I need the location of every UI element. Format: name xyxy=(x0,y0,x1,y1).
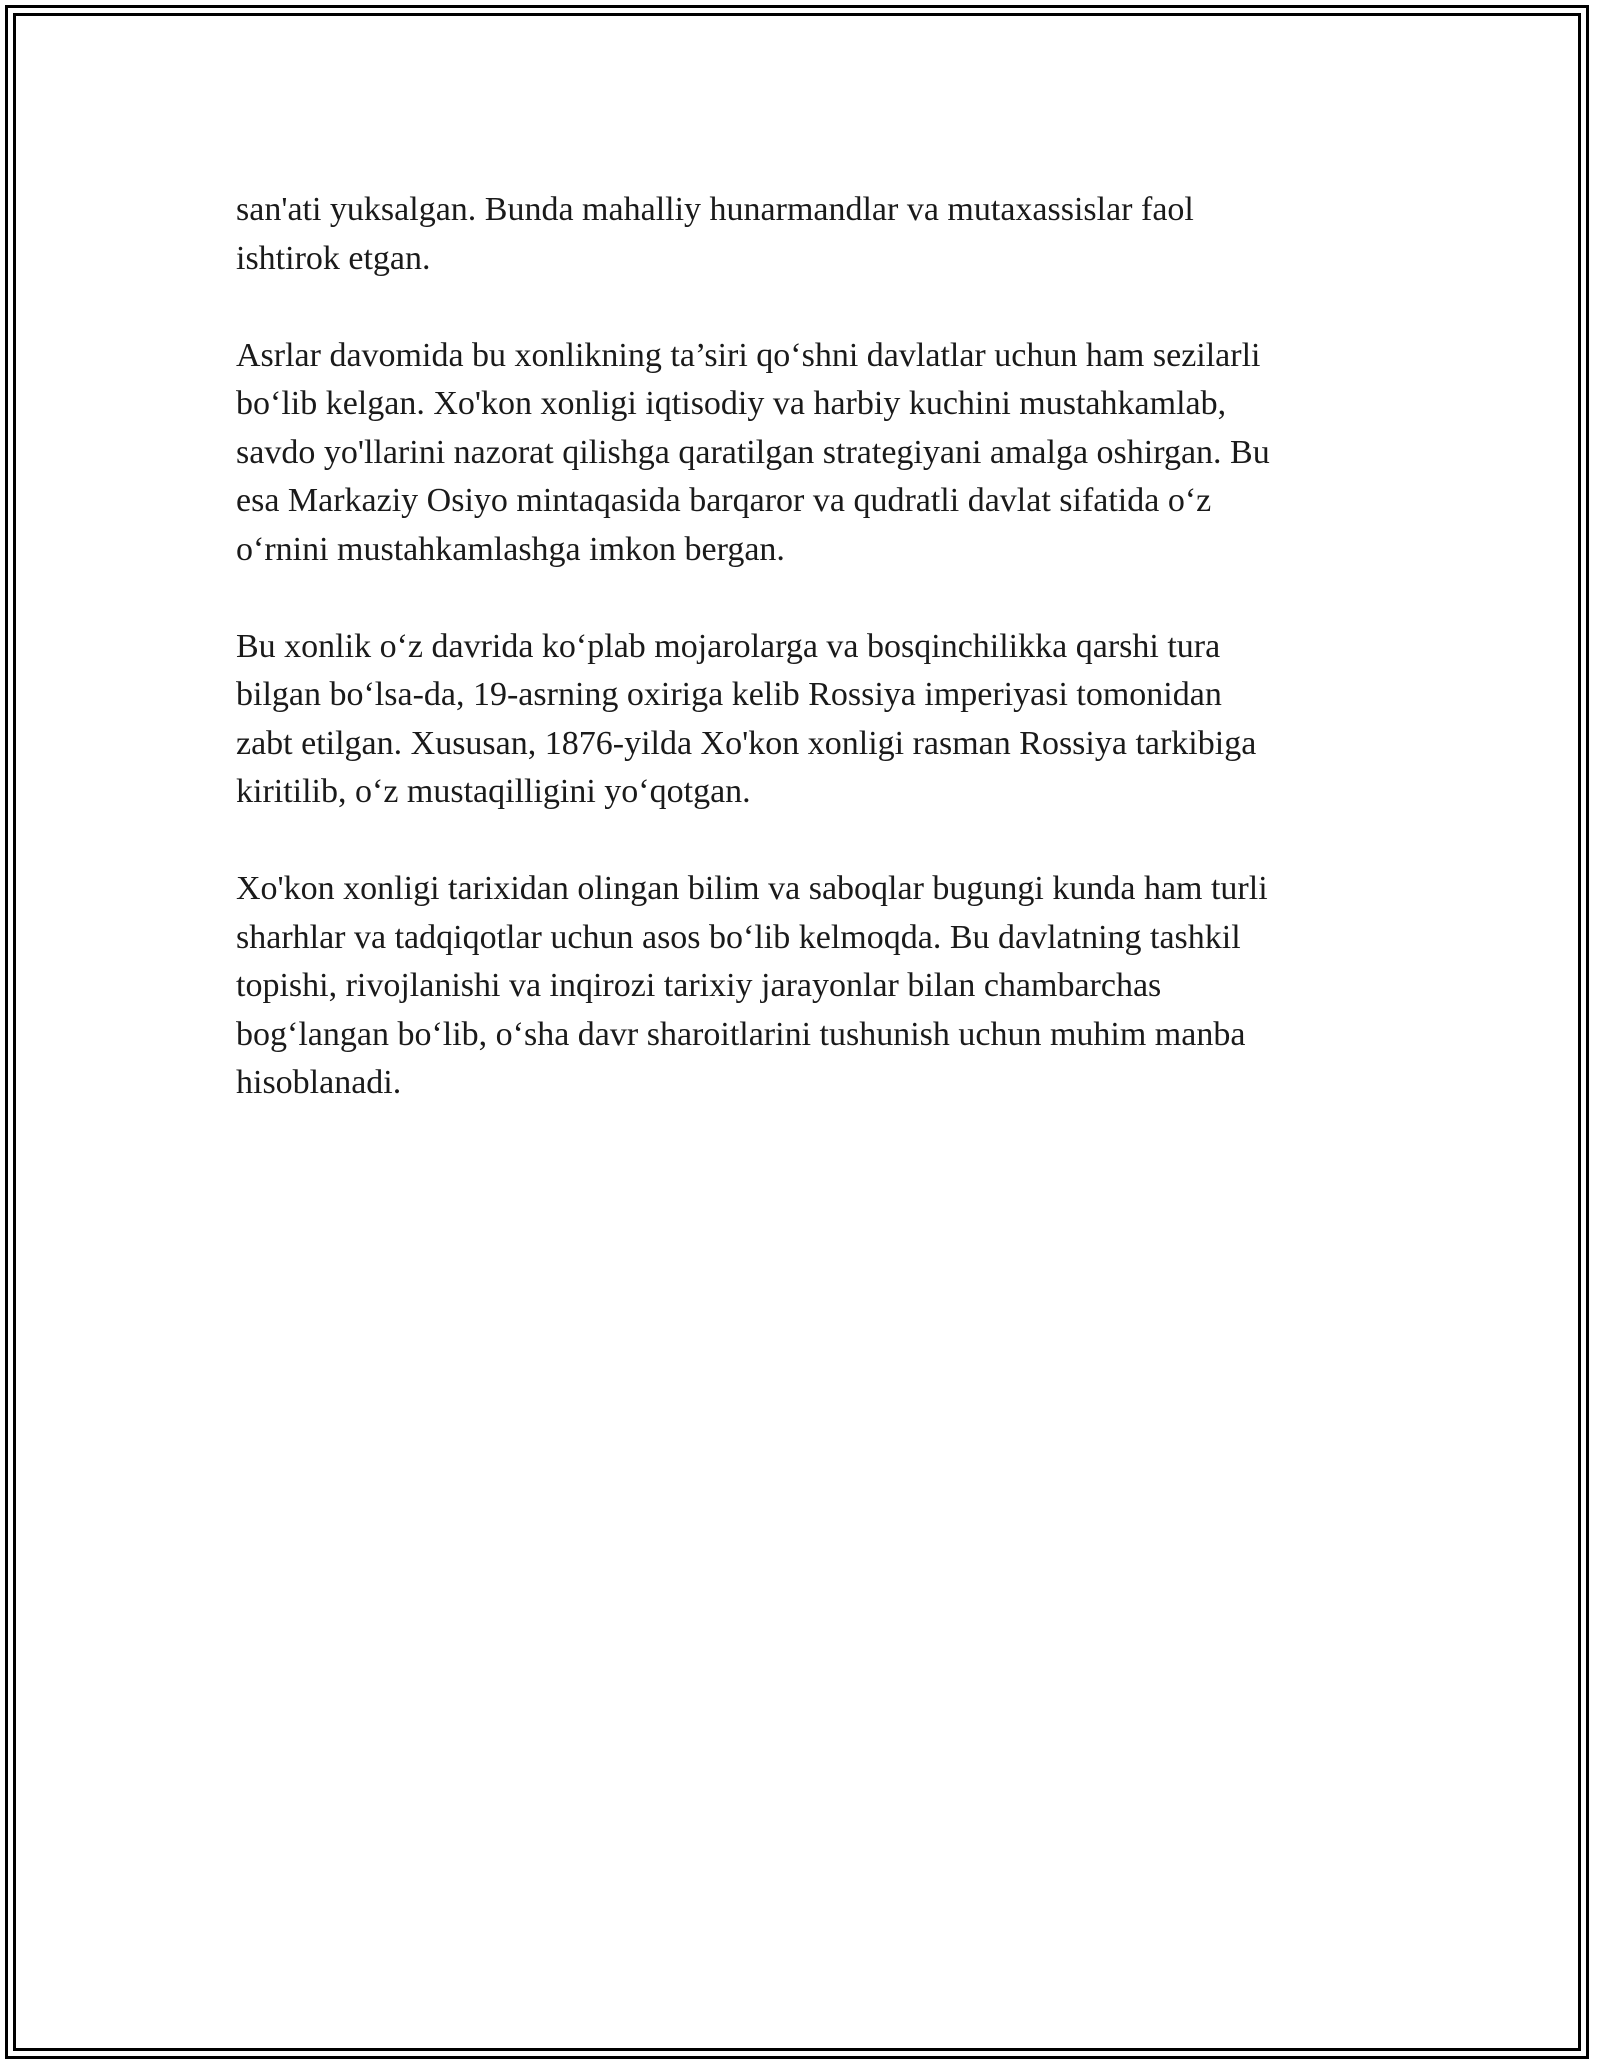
text-line: kiritilib, o‘z mustaqilligini yo‘qotgan. xyxy=(236,773,751,810)
text-line: bilgan bo‘lsa-da, 19-asrning oxiriga kelib Rossiya imperiyasi tomonidan xyxy=(236,676,1222,713)
text-line: topishi, rivojlanishi va inqirozi tarixiy jarayonlar bilan chambarchas xyxy=(236,967,1162,1004)
text-line: Xo'kon xonligi tarixidan olingan bilim va saboqlar bugungi kunda ham turli xyxy=(236,870,1268,907)
text-line: san'ati yuksalgan. Bunda mahalliy hunarmandlar va mutaxassislar faol xyxy=(236,191,1194,228)
text-line: Bu xonlik o‘z davrida ko‘plab mojarolarga va bosqinchilikka qarshi tura xyxy=(236,627,1221,665)
text-line: esa Markaziy Osiyo mintaqasida barqaror va qudratli davlat sifatida o‘z xyxy=(236,482,1212,519)
paragraph-1 xyxy=(236,186,1366,283)
text-line: ishtirok etgan. xyxy=(236,239,431,277)
paragraph-2 xyxy=(236,332,1366,575)
text-line: savdo yo'llarini nazorat qilishga qaratilgan strategiyani amalga oshirgan. Bu xyxy=(236,433,1270,471)
text-line: zabt etilgan. Xususan, 1876-yilda Xo'kon xonligi rasman Rossiya tarkibiga xyxy=(236,724,1257,762)
text-line: bo‘lib kelgan. Xo'kon xonligi iqtisodiy va harbiy kuchini mustahkamlab, xyxy=(236,385,1227,422)
document-body xyxy=(236,186,1366,1156)
paragraph-4 xyxy=(236,865,1366,1108)
text-line: o‘rnini mustahkamlashga imkon bergan. xyxy=(236,530,785,568)
text-line: sharhlar va tadqiqotlar uchun asos bo‘lib kelmoqda. Bu davlatning tashkil xyxy=(236,918,1241,956)
text-line: hisoblanadi. xyxy=(236,1064,402,1101)
paragraph-3 xyxy=(236,623,1366,817)
text-line: bog‘langan bo‘lib, o‘sha davr sharoitlarini tushunish uchun muhim manba xyxy=(236,1015,1246,1053)
text-line: Asrlar davomida bu xonlikning ta’siri qo‘shni davlatlar uchun ham sezilarli xyxy=(236,336,1261,374)
